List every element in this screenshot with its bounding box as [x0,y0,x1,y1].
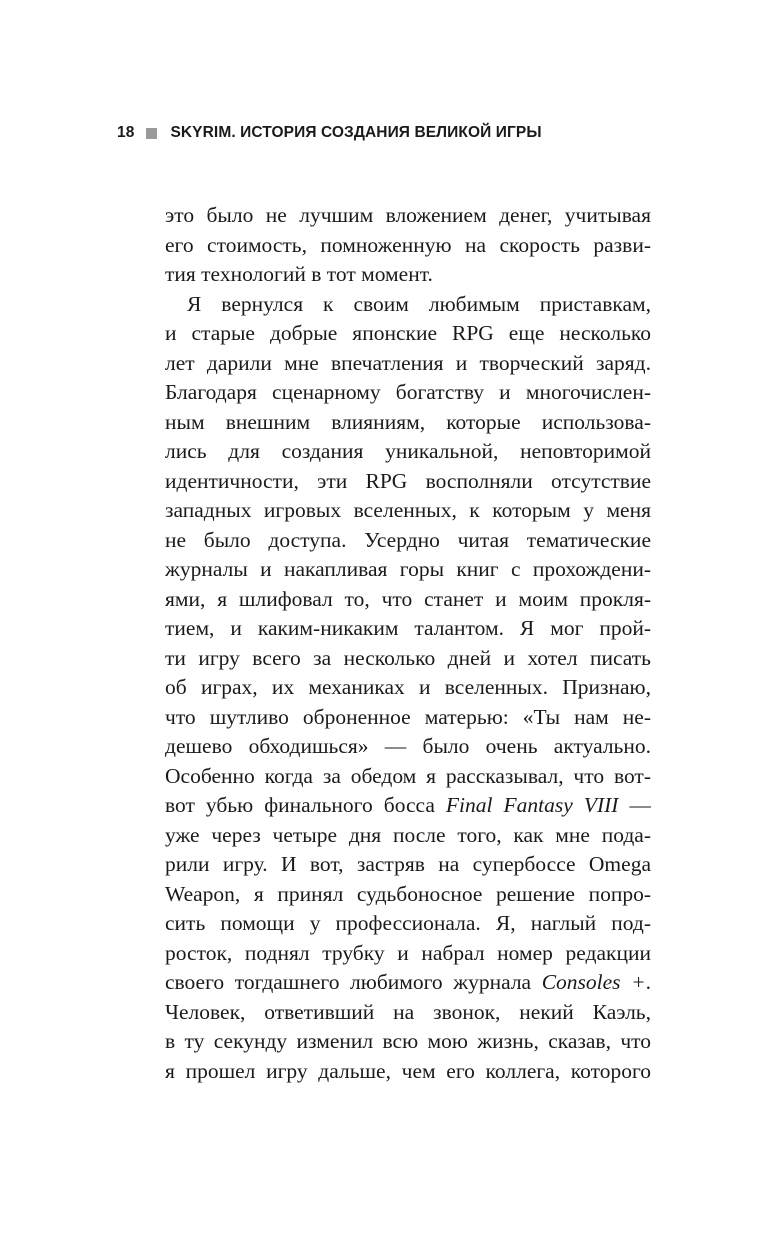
text-line: тием, и каким-никаким талантом. Я мог прой- [165,616,651,640]
text-line: и старые добрые японские RPG еще несколько [165,321,651,345]
text-line: уже через четыре дня после того, как мне пода- [165,822,651,847]
text-segment: — [618,793,651,817]
text-line: дешево обходишься» — было очень актуально. [165,734,651,758]
text-line: Weapon, я принял судьбоносное решение попро- [165,881,651,906]
text-line: в ту секунду изменил всю мою жизнь, сказав, что [165,1029,651,1053]
text-line: сить помощи у профессионала. Я, наглый под- [165,911,651,935]
text-line: журналы и накапливая горы книг с прохождени- [165,557,651,581]
text-line: западных игровых вселенных, к которым у меня [165,498,651,522]
text-line: Особенно когда за обедом я рассказывал, что вот- [165,763,651,788]
text-line: это было не лучшим вложением денег, учитывая [165,203,651,227]
text-line: Благодаря сценарному богатству и многочислен- [165,380,651,404]
text-line: ти игру всего за несколько дней и хотел писать [165,645,651,670]
text-line: ями, я шлифовал то, что станет и моим прокля- [165,586,651,611]
text-line: рили игру. И вот, застряв на супербоссе Omega [165,852,651,876]
text-line: об играх, их механиках и вселенных. Признаю, [165,675,651,699]
text-line: Я вернулся к своим любимым приставкам, [187,291,651,316]
text-line: идентичности, эти RPG восполняли отсутствие [165,468,651,493]
text-line: не было доступа. Усердно читая тематические [165,527,651,552]
page-number: 18 [117,124,135,141]
text-line: его стоимость, помноженную на скорость разви- [165,232,651,257]
italic-game-title: Final Fantasy VIII [445,793,619,817]
text-line: тия технологий в тот момент. [165,262,433,286]
italic-magazine-title: Consoles + [541,970,646,994]
text-line: росток, поднял трубку и набрал номер редакции [165,940,651,965]
text-line: лет дарили мне впечатления и творческий заряд. [165,350,651,375]
text-line: ным внешним влияниям, которые использова- [165,409,651,434]
text-segment: . [645,970,651,994]
running-header [117,122,542,144]
header-square-marker [146,128,157,139]
text-line: что шутливо оброненное матерью: «Ты нам не- [165,704,651,729]
text-line: Человек, ответивший на звонок, некий Каэль, [165,999,651,1024]
page-body-text [165,201,651,1086]
book-title: SKYRIM. ИСТОРИЯ СОЗДАНИЯ ВЕЛИКОЙ ИГРЫ [170,124,542,141]
text-line-with-italic [165,791,651,821]
text-line: лись для создания уникальной, неповторимой [165,439,651,463]
text-line: я прошел игру дальше, чем его коллега, которого [165,1058,651,1083]
text-segment: своего тогдашнего любимого журнала [165,970,542,994]
text-segment: вот убью финального босса [165,793,446,817]
text-line-with-italic [165,968,651,998]
